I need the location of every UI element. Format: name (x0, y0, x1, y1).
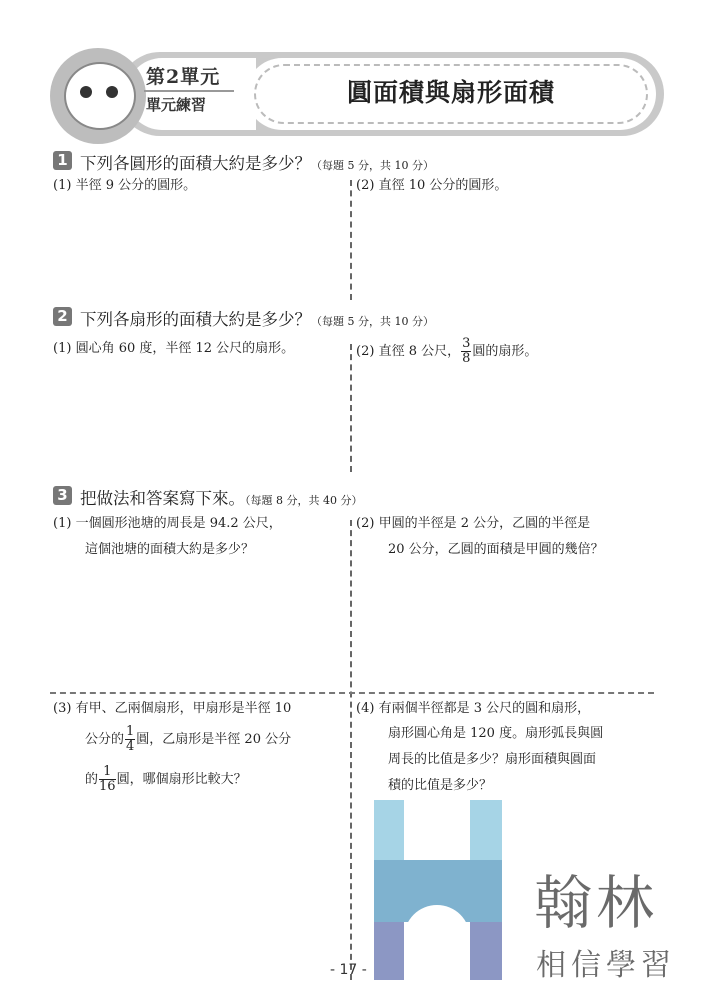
page-title: 圓面積與扇形面積 (346, 78, 555, 107)
fraction-denominator: 8 (462, 351, 471, 366)
question-text-continued (85, 765, 247, 794)
section-heading-text: 把做法和答案寫下來。 (80, 489, 245, 508)
question-label: (1) (53, 341, 72, 356)
question-item (356, 512, 590, 536)
question-text: 直徑 10 公分的圓形。 (378, 178, 508, 193)
column-divider (350, 344, 352, 472)
unit-divider (144, 90, 234, 92)
question-text: 半徑 9 公分的圓形。 (75, 178, 197, 193)
brand-logo-block (374, 922, 404, 980)
section-heading (80, 306, 434, 330)
fraction (125, 725, 135, 754)
brand-logo-arch (404, 905, 470, 980)
question-label: (2) (356, 178, 375, 193)
question-label: (1) (53, 516, 72, 531)
question-text-continued: 這個池塘的面積大約是多少？ (85, 542, 255, 557)
brand-logo-block (374, 800, 404, 860)
brand-name: 翰林 (534, 869, 659, 937)
question-text-continued: 扇形圓心角是 120 度。扇形弧長與圓 (388, 726, 604, 741)
question-label: (3) (53, 701, 72, 716)
question-item (53, 337, 294, 361)
question-text-continued: 積的比值是多少？ (388, 778, 493, 793)
section-scoring: （每題 5 分，共 10 分） (311, 159, 434, 172)
question-item (356, 697, 590, 721)
section-number-badge: 3 (53, 486, 72, 505)
fraction-numerator: 1 (99, 765, 116, 780)
fraction-numerator: 3 (462, 336, 471, 351)
section-scoring: （每題 5 分，共 10 分） (311, 315, 434, 328)
question-item (53, 512, 282, 536)
brand-logo-block (470, 922, 502, 980)
brand-tagline: 相信學習 (536, 948, 676, 983)
question-item (356, 337, 537, 366)
mascot-eye-icon (106, 86, 118, 98)
question-text: 有兩個半徑都是 3 公尺的圓和扇形， (378, 701, 591, 716)
fraction (461, 337, 471, 366)
question-text-continued: 周長的比值是多少？扇形面積與圓面 (388, 752, 597, 767)
question-label: (2) (356, 344, 375, 359)
question-text: 公分的 (85, 732, 125, 747)
question-text-continued: 20 公分，乙圓的面積是甲圓的幾倍？ (388, 542, 604, 557)
fraction-denominator: 4 (126, 739, 135, 754)
question-text: 直徑 8 公尺， (378, 344, 461, 359)
question-label: (4) (356, 701, 375, 716)
question-label: (1) (53, 178, 72, 193)
unit-label: 第2單元 (146, 66, 221, 88)
section-heading-text: 下列各圓形的面積大約是多少？ (80, 154, 311, 173)
section-heading (80, 150, 434, 174)
question-text: 一個圓形池塘的周長是 94.2 公尺， (75, 516, 282, 531)
question-item (53, 174, 196, 198)
question-item (356, 174, 507, 198)
section-number-badge: 2 (53, 307, 72, 326)
row-divider (50, 692, 654, 694)
question-text-continued (85, 725, 291, 754)
fraction-numerator: 1 (126, 724, 135, 739)
question-text: 的 (85, 772, 99, 787)
brand-logo-block (470, 800, 502, 860)
question-text: 圓心角 60 度，半徑 12 公尺的扇形。 (75, 341, 295, 356)
section-heading-text: 下列各扇形的面積大約是多少？ (80, 310, 311, 329)
question-text: 圓，乙扇形是半徑 20 公分 (136, 732, 292, 747)
mascot-face (64, 62, 136, 130)
fraction (99, 765, 116, 794)
section-heading (80, 485, 362, 509)
column-divider (350, 180, 352, 300)
section-number-badge: 1 (53, 151, 72, 170)
question-label: (2) (356, 516, 375, 531)
unit-subtitle: 單元練習 (146, 96, 207, 114)
page-number: - 17 - (330, 962, 367, 978)
question-item (53, 697, 291, 721)
section-scoring: （每題 8 分，共 40 分） (245, 494, 363, 507)
mascot-eye-icon (80, 86, 92, 98)
fraction-denominator: 16 (99, 779, 116, 794)
question-text: 圓的扇形。 (472, 344, 538, 359)
question-text: 圓，哪個扇形比較大？ (116, 772, 247, 787)
question-text: 有甲、乙兩個扇形，甲扇形是半徑 10 (75, 701, 292, 716)
column-divider (350, 520, 352, 980)
question-text: 甲圓的半徑是 2 公分，乙圓的半徑是 (378, 516, 591, 531)
